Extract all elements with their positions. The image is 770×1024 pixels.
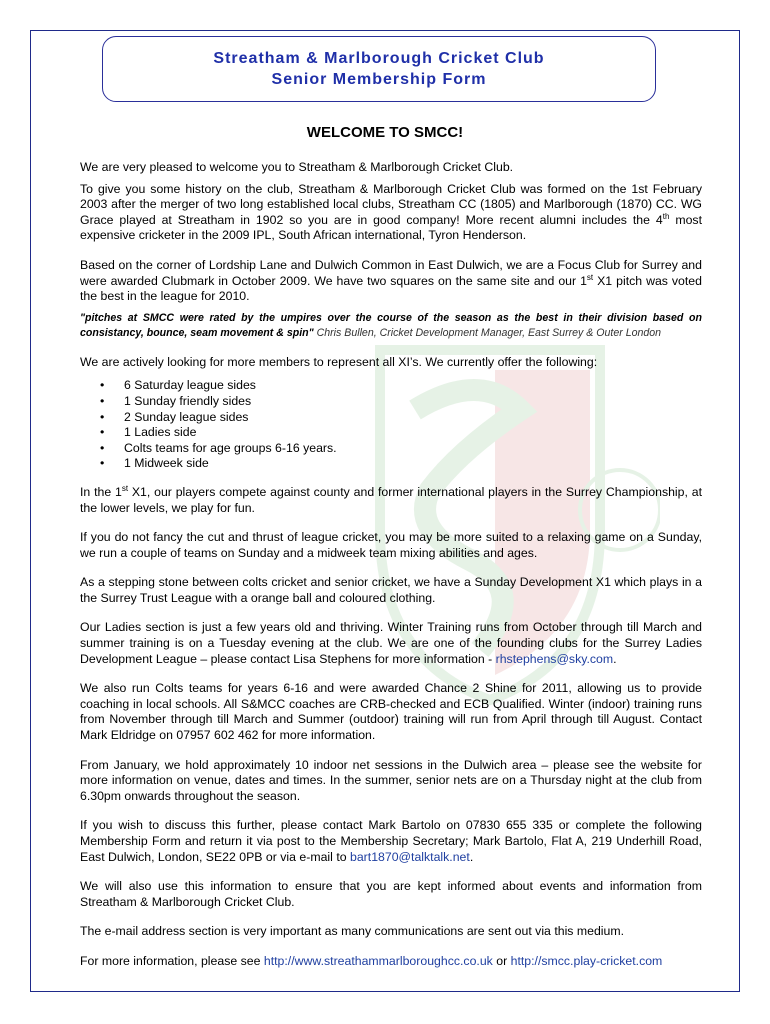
info-use-paragraph: We will also use this information to ensure that you are kept informed about events and information from Streatham & Marlborough Cricket Club. bbox=[80, 879, 702, 909]
development-paragraph: As a stepping stone between colts cricket and senior cricket, we have a Sunday Development X1 which plays in a the Surrey Trust League with a orange ball and coloured clothing. bbox=[80, 575, 702, 605]
ladies-paragraph: Our Ladies section is just a few years old and thriving. Winter Training runs from October through till March and summer training is on a Tuesday evening at the club. We are one of the founding clubs for the Surrey Ladies Development League – please contact Lisa Stephens for more information - rhstephens@sky.com. bbox=[80, 620, 702, 666]
offer-intro: We are actively looking for more members to represent all XI’s. We currently offer the following: bbox=[80, 354, 598, 369]
club-name: Streatham & Marlborough Cricket Club bbox=[213, 50, 545, 67]
welcome-heading: WELCOME TO SMCC! bbox=[306, 124, 464, 141]
list-item: • 1 Ladies side bbox=[100, 425, 197, 440]
quote-source: Chris Bullen, Cricket Development Manager, East Surrey & Outer London bbox=[313, 326, 662, 339]
list-item: • 1 Sunday friendly sides bbox=[100, 393, 252, 408]
website-link[interactable]: http://www.streathammarlboroughcc.co.uk bbox=[263, 953, 493, 968]
team-list bbox=[80, 378, 702, 472]
list-item: • Colts teams for age groups 6-16 years. bbox=[100, 440, 337, 455]
list-item: • 6 Saturday league sides bbox=[100, 378, 256, 393]
first-xi-paragraph: In the 1st X1, our players compete against county and former international players in the Surrey Championship, at the lower levels, we play for fun. bbox=[80, 483, 702, 515]
colts-paragraph: We also run Colts teams for years 6-16 and were awarded Chance 2 Shine for 2011, allowing us to provide coaching in local schools. All S&MCC coaches are CRB-checked and ECB Qualified. Winter (indoor) training runs from November through till March and Summer (outdoor) training will run from April through till August. Contact Mark Eldridge on 07957 602 462 for more information. bbox=[80, 681, 702, 743]
letter-body bbox=[80, 160, 702, 984]
form-title-box bbox=[102, 36, 656, 102]
nets-paragraph: From January, we hold approximately 10 indoor net sessions in the Dulwich area – please see the website for more information on venue, dates and times. In the summer, senior nets are on a Thursday night at the club from 6.30pm onwards throughout the season. bbox=[80, 757, 702, 803]
secretary-email-link[interactable]: bart1870@talktalk.net bbox=[350, 849, 470, 864]
list-item: • 1 Midweek side bbox=[100, 456, 209, 471]
location-paragraph: Based on the corner of Lordship Lane and Dulwich Common in East Dulwich, we are a Focus Club for Surrey and were awarded Clubmark in October 2009. We have two squares on the same site and our 1st X1 pitch was voted the best in the league for 2010. bbox=[80, 257, 702, 304]
ladies-email-link[interactable]: rhstephens@sky.com bbox=[495, 651, 614, 666]
play-cricket-link[interactable]: http://smcc.play-cricket.com bbox=[510, 953, 663, 968]
list-item: • 2 Sunday league sides bbox=[100, 409, 249, 424]
sunday-paragraph: If you do not fancy the cut and thrust of league cricket, you may be more suited to a relaxing game on a Sunday, we run a couple of teams on Sunday and a midweek team mixing abilities and ages. bbox=[80, 530, 702, 560]
email-note-paragraph: The e-mail address section is very important as many communications are sent out via this medium. bbox=[80, 924, 625, 939]
intro-paragraph: We are very pleased to welcome you to Streatham & Marlborough Cricket Club. bbox=[80, 160, 514, 174]
more-info-paragraph: For more information, please see http://www.streathammarlboroughcc.co.uk or http://smcc.play-cricket.com bbox=[80, 953, 663, 968]
pitch-quote: "pitches at SMCC were rated by the umpires over the course of the season as the best in their division based on consistancy, bounce, seam movement & spin" Chris Bullen, Cricket Development Manager, East Surrey & Outer London bbox=[80, 311, 702, 339]
history-paragraph: To give you some history on the club, Streatham & Marlborough Cricket Club was formed on the 1st February 2003 after the merger of two long established local clubs, Streatham CC (1805) and Marlborough (1870) CC. WG Grace played at Streatham in 1902 so you are in good company! More recent alumni includes the 4th most expensive cricketer in the 2009 IPL, South African international, Tyron Henderson. bbox=[80, 181, 702, 243]
contact-paragraph: If you wish to discuss this further, please contact Mark Bartolo on 07830 655 335 or complete the following Membership Form and return it via post to the Membership Secretary; Mark Bartolo, Flat A, 219 Underhill Road, East Dulwich, London, SE22 0PB or via e-mail to bart1870@talktalk.net. bbox=[80, 818, 702, 864]
form-name: Senior Membership Form bbox=[271, 71, 487, 88]
